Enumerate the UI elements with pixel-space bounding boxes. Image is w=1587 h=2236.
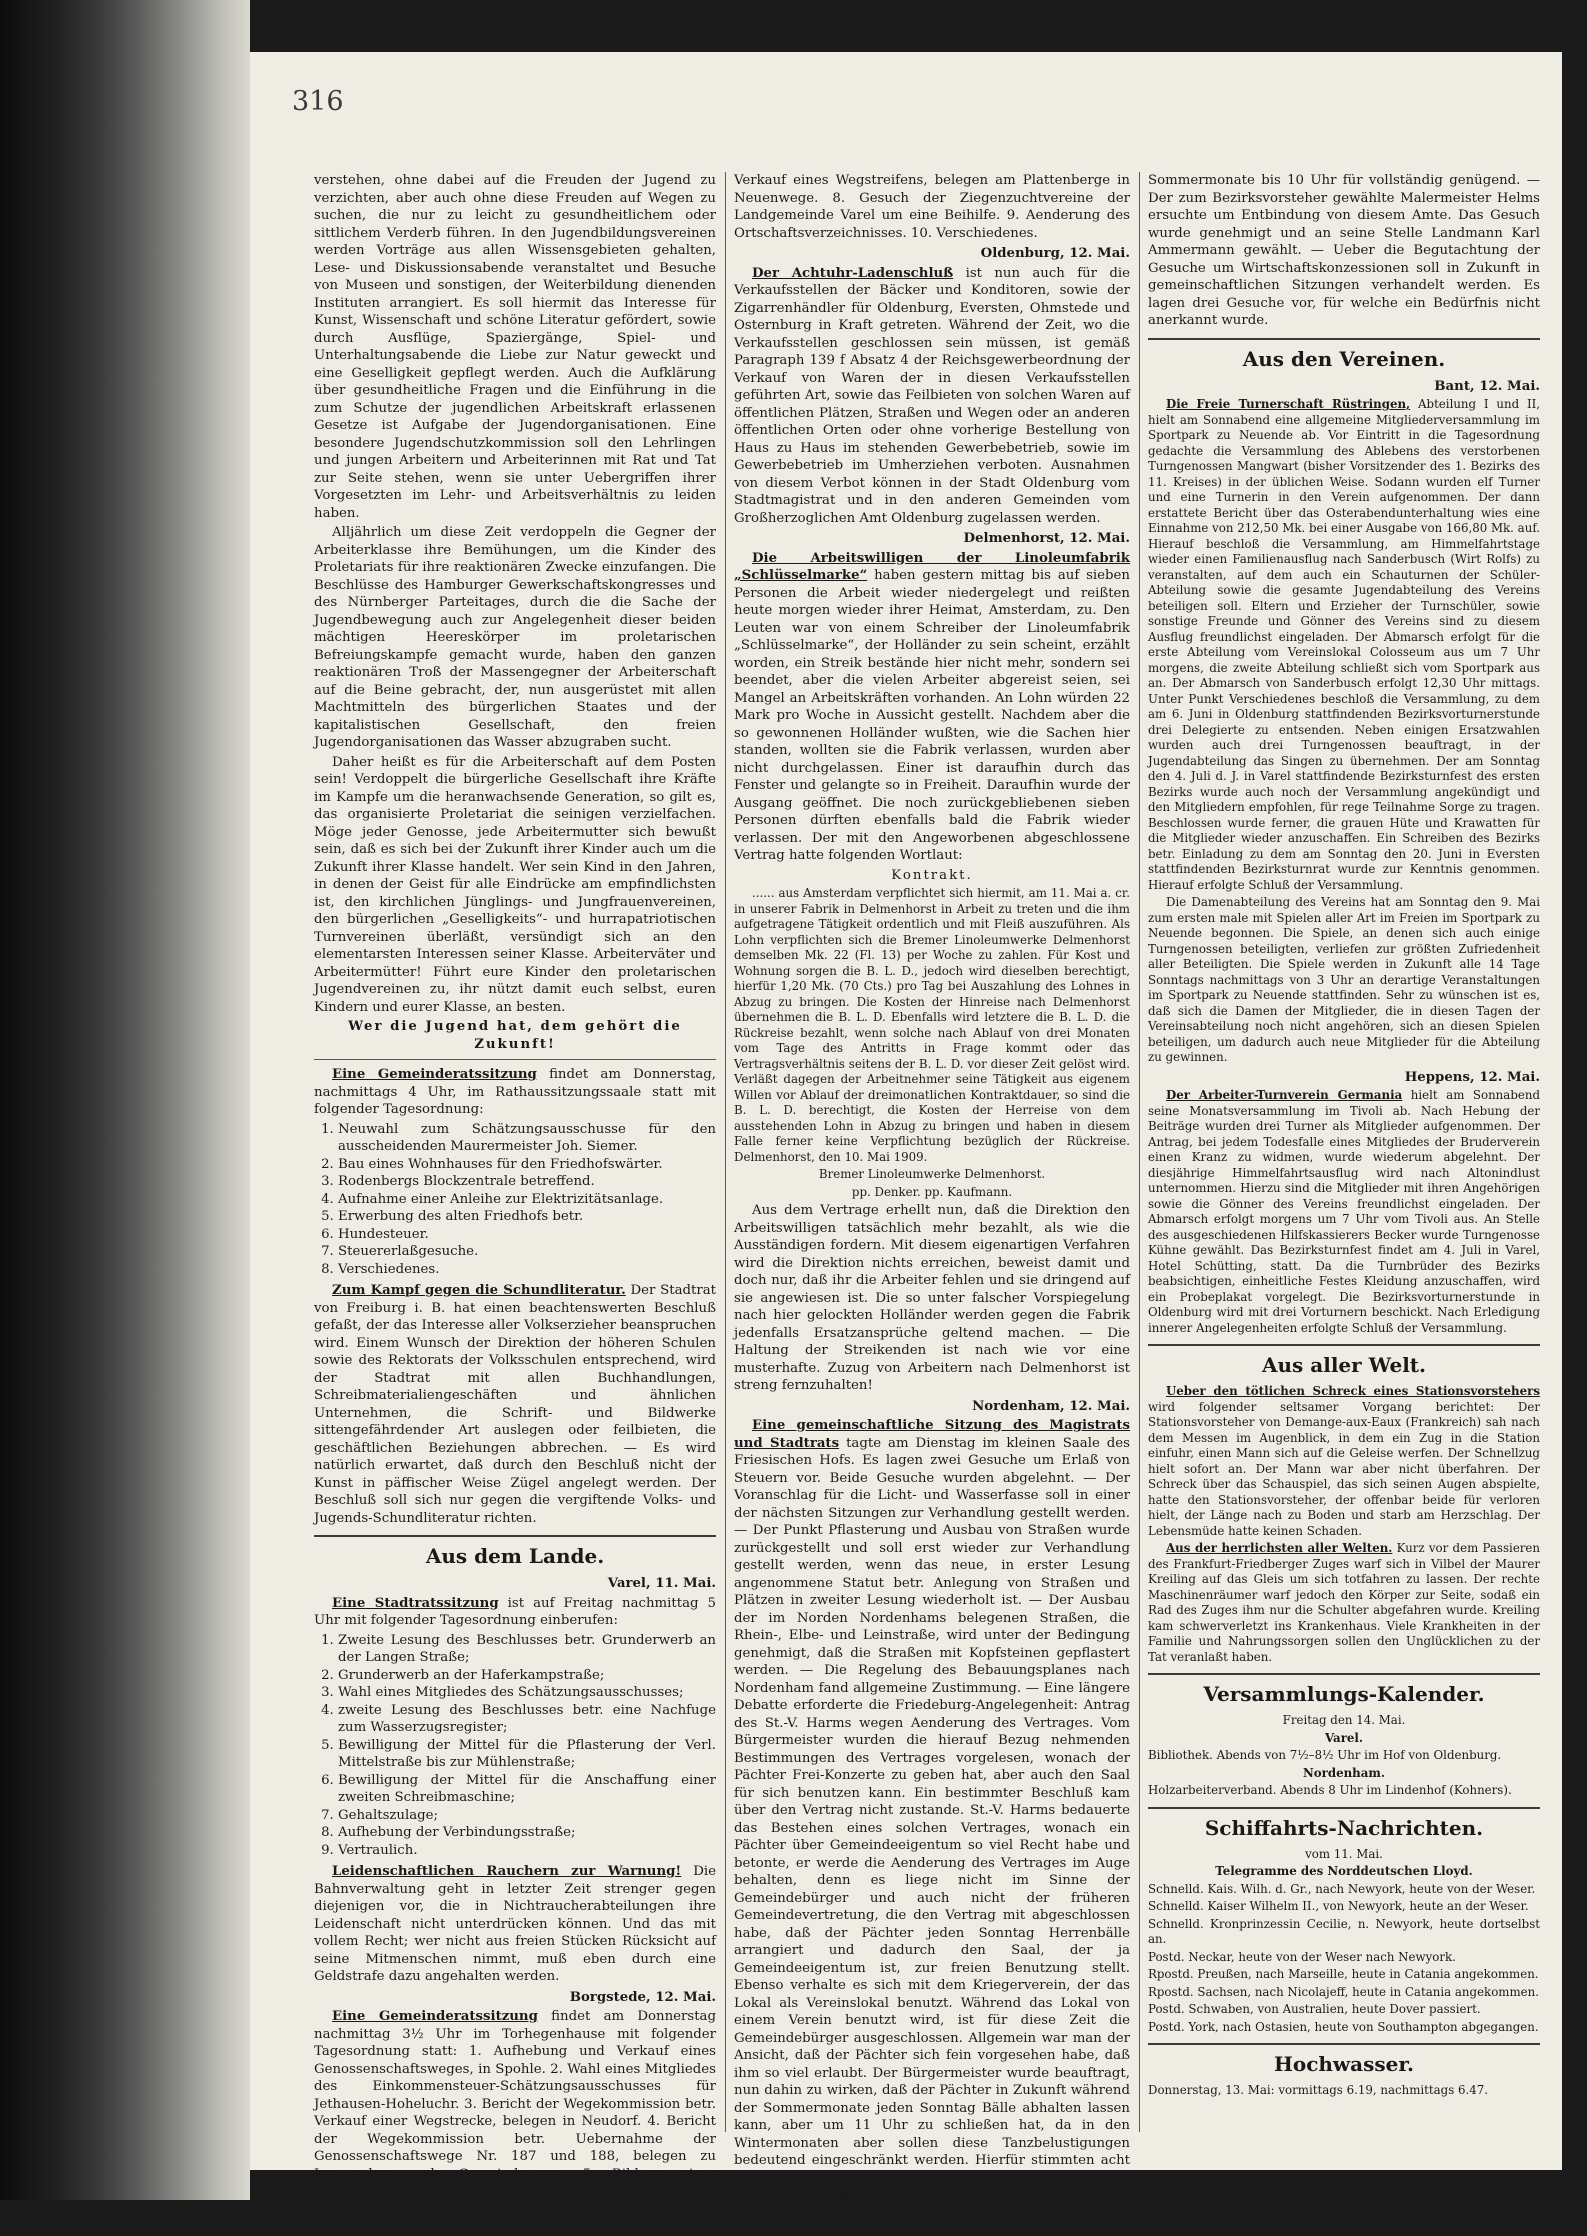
article-text: Kurz vor dem Passieren des Frankfurt-Friedberger Zuges warf sich in Vilbel der Maurer Kreiling auf das Gleis um sich totfahren zu lassen. Der rechte Maschinenräumer warf jedoch den Körper zur Seite, sodaß ein Rad des Zuges ihm nur die Schulter abgefahren wurde. Kreiling kam schwerverletzt ins Krankenhaus. Viele Krankheiten in der Familie und Nahrungssorgen sollen den Unglücklichen zu der Tat veranlaßt haben. — [1148, 1541, 1541, 1664]
list-item: 4. Aufnahme einer Anleihe zur Elektrizitätsanlage. — [338, 1191, 716, 1209]
list-item: 5. Bewilligung der Mittel für die Pflasterung der Verl. Mittelstraße bis zur Mühlenstraße; — [338, 1737, 716, 1772]
list-item: 6. Hundesteuer. — [338, 1226, 716, 1244]
contract-signature: Bremer Linoleumwerke Delmenhorst. — [818, 1167, 1046, 1181]
shipping-line: Postd. York, nach Ostasien, heute von Southampton abgegangen. — [1148, 2019, 1539, 2034]
article-paragraph: Verkauf eines Wegstreifens, belegen am Plattenberge in Neuenwege. 8. Gesuch der Ziegenzuchtvereine der Landgemeinde Varel um eine Beihilfe. 9. Aenderung des Ortschaftsverzeichnisses. 10. Verschiedenes. — [734, 173, 1130, 241]
article-headline: Der Arbeiter-Turnverein Germania — [1166, 1088, 1403, 1102]
article-headline: Eine Stadtratssitzung — [332, 1595, 499, 1611]
shipping-line: Postd. Schwaben, von Australien, heute Dover passiert. — [1148, 2002, 1481, 2016]
article-paragraph: Aus dem Vertrage erhellt nun, daß die Direktion den Arbeitswilligen tatsächlich mehr bezahlt, als wie die Ausständigen fordern. Mit diesem eigenartigen Verfahren wird die Direktion nichts erreichen, beweist damit und doch nur, daß ihr die Arbeiter fehlen und sie dringend auf sie angewiesen ist. Die so unter falscher Vorspiegelung nach hier gelockten Holländer werden gegen die Fabrik jedenfalls Ersatzansprüche geltend machen. — Die Haltung der Streikenden ist nach wie vor eine musterhafte. Zuzug von Arbeitern nach Delmenhorst ist streng fernzuhalten! — [734, 1203, 1130, 1393]
article-headline: Eine gemeinschaftliche Sitzung des Magistrats und Stadtrats — [734, 1418, 1130, 1451]
page-number: 316 — [292, 86, 344, 117]
list-item: 9. Vertraulich. — [338, 1842, 716, 1860]
tide-times: Donnerstag, 13. Mai: vormittags 6.19, nachmittags 6.47. — [1148, 2083, 1489, 2097]
book-binding-edge — [0, 0, 250, 2200]
article-headline: Zum Kampf gegen die Schundliteratur. — [332, 1283, 626, 1298]
agenda-list — [314, 1121, 716, 1279]
list-item: 5. Erwerbung des alten Friedhofs betr. — [338, 1208, 716, 1226]
article-text: Der Stadtrat von Freiburg i. B. hat einen beachtenswerten Beschluß gefaßt, der das Interesse aller Volkserzieher beanspruchen wird. Einem Wunsch der Direktion der höheren Schulen sowie des Rektorats der Volksschulen entsprechend, wird der Stadtrat mit allen Buchhandlungen, Schreibmaterialiengeschäften und ähnlichen Unternehmen, die Schrift- und Bildwerke sittengefährdender Art auslegen oder feilbieten, die geschäftlichen Beziehungen abbrechen. — Es wird natürlich erwartet, daß durch den Beschluß nicht der Kunst in päffischer Weise Zügel angelegt werden. Der Beschluß soll sich nur gegen die vergiftende Volks- und Jugends-Schundliteratur richten. — [314, 1283, 716, 1526]
list-item: 2. Grunderwerb an der Haferkampstraße; — [338, 1667, 716, 1685]
article-headline: Eine Gemeinderatssitzung — [332, 1067, 537, 1082]
calendar-entry: Bibliothek. Abends von 7½–8½ Uhr im Hof von Oldenburg. — [1148, 1748, 1502, 1762]
article-paragraph: verstehen, ohne dabei auf die Freuden der Jugend zu verzichten, aber auch ohne diese Freuden auf Wegen zu suchen, die nur zu leicht zu gesundheitlichem oder sittlichem Verderb führen. In den Jugendbildungsvereinen werden Vorträge aus allen Wissensgebieten gehalten, Lese- und Diskussionsabende veranstaltet und Besuche von Museen und sonstigen, der Weiterbildung dienenden Instituten arrangiert. Es soll hiermit das Interesse für Kunst, Wissenschaft und schöne Literatur gefördert, sowie durch Ausflüge, Spaziergänge, Spiel- und Unterhaltungsabende die Liebe zur Natur geweckt und eine Geselligkeit gepflegt werden. Auch die Aufklärung über gesundheitliche Fragen und die Einführung in die zum Schutze der jugendlichen Arbeitskraft erlassenen Gesetze ist Aufgabe der Jugendorganisationen. Eine besondere Jugendschutzkommission soll den Lehrlingen und jungen Arbeitern und Arbeiterinnen mit Rat und Tat zur Seite stehen, wenn sie unter Uebergriffen ihrer Vorgesetzten im Lehr- und Arbeitsverhältnis zu leiden haben. — [314, 173, 716, 521]
column-2 — [734, 172, 1131, 2221]
list-item: 3. Rodenbergs Blockzentrale betreffend. — [338, 1173, 716, 1191]
section-heading: Aus den Vereinen. — [1148, 338, 1540, 372]
shipping-line: Schnelld. Kais. Wilh. d. Gr., nach Newyork, heute von der Weser. — [1148, 1881, 1536, 1896]
article-headline: Die Arbeitswilligen der Linoleumfabrik „Schlüsselmarke“ — [734, 550, 1130, 583]
article-paragraph: Sommermonate bis 10 Uhr für vollständig genügend. — Der zum Bezirksvorsteher gewählte Malermeister Helms ersuchte um Entbindung von diesem Amte. Das Gesuch wurde genehmigt und an seine Stelle Landmann Karl Ammermann gewählt. — Ueber die Begutachtung der Gesuche um Wirtschaftskonzessionen soll in Zukunft in gemeinschaftlichen Sitzungen verhandelt werden. Es lagen drei Gesuche vor, für welche ein Bedürfnis nicht anerkannt wurde. — [1148, 173, 1540, 328]
dateline: Bant, 12. Mai. — [1434, 378, 1540, 394]
section-heading: Aus dem Lande. — [314, 1535, 716, 1569]
contract-title: Kontrakt. — [891, 867, 973, 883]
calendar-place: Nordenham. — [1302, 1765, 1385, 1780]
article-headline: Leidenschaftlichen Rauchern zur Warnung! — [332, 1864, 682, 1879]
article-headline: Aus der herrlichsten aller Welten. — [1166, 1541, 1393, 1555]
calendar-date: Freitag den 14. Mai. — [1282, 1713, 1406, 1727]
article-headline: Eine Gemeinderatssitzung — [332, 2009, 538, 2024]
divider — [314, 1059, 716, 1060]
article-slogan: Wer die Jugend hat, dem gehört die Zukunft! — [348, 1019, 682, 1052]
article-text: Abteilung I und II, hielt am Sonnabend eine allgemeine Mitgliederversammlung im Sportpark zu Neuende ab. Vor Eintritt in die Tagesordnung gedachte die Versammlung des Ablebens des verstorbenen Turngenossen Mangwart (bisher Vorsitzender des 1. Bezirks des 11. Kreises) in der üblichen Weise. Sodann wurden elf Turner und eine Turnerin in den Verein aufgenommen. Der dann erstattete Bericht über das Osterabendunterhaltung wies eine Einnahme von 212,50 Mk. bei einer Ausgabe von 166,80 Mk. auf. Hierauf beschloß die Versammlung, am Himmelfahrtstage wieder einen Familienausflug nach Sanderbusch (Wirt Rolfs) zu veranstalten, auf dem auch ein Schauturnen der Schüler-Abteilung sowie die gesamte Jugendabteilung des Vereins beteiligen soll. Eltern und Erzieher der Turnschüler, sowie sonstige Freunde und Gönner des Vereins sind zu diesem Ausflug freundlichst eingeladen. Der Abmarsch erfolgt für die erste Abteilung vom Vereinslokal Colosseum aus um 7 Uhr morgens, die zweite Abteilung schließt sich vom Sportpark aus an. Der Abmarsch von Sanderbusch erfolgt 12,30 Uhr mittags. Unter Punkt Verschiedenes beschloß die Versammlung, zu dem am 6. Juni in Oldenburg stattfindenden Bezirksvorturnerstunde drei Delegierte zu entsenden. Neben einigen Ersatzwahlen wurden auch drei Turngenossen beauftragt, in der Jugendabteilung das Singen zu übernehmen. Der am Sonntag den 4. Juli d. J. in Varel stattfindende Bezirksturnfest des ersten Bezirks wurde auch noch der Versammlung angekündigt und den Mitgliedern empfohlen, für rege Teilnahme Sorge zu tragen. Beschlossen wurde ferner, die grauen Hüte und Krawatten für die Mitglieder wieder anzuschaffen. Ein Schreiben des Bezirks betr. Einladung zu dem am Sonntag den 20. Juni in Eversten stattfindenden Bezirksturnrat wurde zur Kenntnis genommen. Hierauf erfolgte Schluß der Versammlung. — [1148, 397, 1541, 892]
calendar-entry: Holzarbeiterverband. Abends 8 Uhr im Lindenhof (Kohners). — [1148, 1783, 1512, 1797]
section-heading: Versammlungs-Kalender. — [1148, 1673, 1540, 1707]
article-paragraph: Daher heißt es für die Arbeiterschaft auf dem Posten sein! Verdoppelt die bürgerliche Gesellschaft ihre Kräfte im Kampfe um die heranwachsende Generation, so gilt es, das organisierte Proletariat die seinigen verzielfachen. Möge jeder Genosse, jede Arbeitermutter sich bewußt sein, daß es sich bei der Zukunft ihrer Kinder auch um die Zukunft ihrer Klasse handelt. Wer sein Kind in den Jahren, in denen der Geist für alle Eindrücke am empfindlichsten ist, den kirchlichen Jünglings- und Jungfrauenvereinen, den bürgerlichen „Geselligkeits“- und hurrapatriotischen Turnvereinen überläßt, versündigt sich an den elementarsten Interessen seiner Klasse. Arbeiterväter und Arbeitermütter! Führt eure Kinder den proletarischen Jugendvereinen zu, ihr nützt damit euch selbst, euren Kindern und eurer Klasse, an besten. — [314, 754, 716, 1015]
shipping-date: vom 11. Mai. — [1305, 1846, 1383, 1861]
section-heading: Schiffahrts-Nachrichten. — [1148, 1807, 1540, 1841]
dateline: Nordenham, 12. Mai. — [972, 1398, 1130, 1414]
column-1 — [314, 172, 716, 2234]
contract-text: ...... aus Amsterdam verpflichtet sich hiermit, am 11. Mai a. cr. in unserer Fabrik in Delmenhorst in Arbeit zu treten und die ihm aufgetragene Tätigkeit ordentlich und mit Fleiß auszuführen. Als Lohn verpflichten sich die Bremer Linoleumwerke Delmenhorst demselben Mk. 22 (Fl. 13) per Woche zu zahlen. Für Kost und Wohnung sorgen die B. L. D., jedoch wird dieselben berechtigt, hierfür 1,20 Mk. (70 Cts.) pro Tag bei Auszahlung des Lohnes in Abzug zu bringen. Die Kosten der Hinreise nach Delmenhorst übernehmen die B. L. D. Ebenfalls wird letztere die B. L. D. die Rückreise bezahlt, wenn solche nach Ablauf von drei Monaten vom Tage des Antritts in Frage kommt oder das Vertragsverhältnis seitens der B. L. D. vor dieser Zeit gelöst wird. Verläßt dagegen der Arbeitnehmer seine Tätigkeit aus eigenem Willen vor Ablauf der dreimonatlichen Kontraktdauer, so sind die B. L. D. berechtigt, die Kosten der Herreise von dem ausstehenden Lohn in Abzug zu bringen und haben in diesem Falle ferner keine Verpflichtung bezüglich der Rückreise. Delmenhorst, den 10. Mai 1909. — [734, 886, 1130, 1164]
newspaper-page — [250, 52, 1562, 2234]
list-item: 1. Neuwahl zum Schätzungsausschusse für den ausscheidenden Maurermeister Joh. Siemer. — [338, 1121, 716, 1156]
calendar-place: Varel. — [1324, 1730, 1364, 1745]
list-item: 8. Aufhebung der Verbindungsstraße; — [338, 1824, 716, 1842]
article-text: findet am Donnerstag, nachmittags 4 Uhr, im Rathaussitzungssaale statt mit folgender Tagesordnung: — [314, 1067, 716, 1117]
list-item: 7. Gehaltszulage; — [338, 1807, 716, 1825]
shipping-line: Postd. Neckar, heute von der Weser nach Newyork. — [1148, 1949, 1456, 1964]
article-headline: Ueber den tötlichen Schreck eines Stationsvorstehers — [1166, 1384, 1540, 1398]
column-rule — [725, 172, 726, 2132]
article-text: Die Bahnverwaltung geht in letzter Zeit strenger gegen diejenigen vor, die in Nichtraucherabteilungen ihre Leidenschaft nicht unterdrücken können. Und das mit vollem Recht; wer nicht aus freien Stücken Rücksicht auf seine Mitmenschen nimmt, muß eben durch eine Geldstrafe dazu angehalten werden. — [314, 1864, 716, 1984]
article-text: findet am Donnerstag nachmittag 3½ Uhr im Torhegenhause mit folgender Tagesordnung statt: 1. Aufhebung und Verkauf eines Genossenschaftsweges, in Spohle. 2. Wahl eines Mitgliedes des Einkommensteuer-Schätzungsausschusses für Jethausen-Hoheluchr. 3. Bericht der Wegekommission betr. Verkauf einer Wegstrecke, belegen in Neudorf. 4. Bericht der Wegekommission betr. Uebernahme der Genossenschaftswege Nr. 187 und 188, belegen zu Langendamm als Gemeindewege. 5. Bildung einer Bauerschaft Langendamm. 6. Bericht der Wegekommission betr. Verkauf eines Wegeredeplackens, belegen in Schwarzenberg. 7. Bericht der Wegekommission betr. — [314, 2009, 716, 2234]
article-paragraph: Alljährlich um diese Zeit verdoppeln die Gegner der Arbeiterklasse ihre Bemühungen, um die Kinder des Proletariats für ihre reaktionären Zwecke einzufangen. Die Beschlüsse des Hamburger Gewerkschaftskongresses und des Nürnberger Parteitages, durch die die Sache der Jugendbewegung auch zur Angelegenheit dieser beiden mächtigen Heereskörper im proletarischen Befreiungskampfe gemacht wurde, haben den ganzen reaktionären Troß der Massengegner der Arbeiterschaft auf die Beine gebracht, der, nun ausgerüstet mit allen Machtmitteln des bürgerlichen Staates und der kapitalistischen Gesellschaft, den freien Jugendorganisationen das Wasser abzugraben sucht. — [314, 525, 716, 750]
list-item: 8. Verschiedenes. — [338, 1261, 716, 1279]
section-heading: Aus aller Welt. — [1148, 1344, 1540, 1378]
dateline: Varel, 11. Mai. — [607, 1576, 716, 1591]
column-rule — [1139, 172, 1140, 2132]
article-text: haben gestern mittag bis auf sieben Personen die Arbeit wieder niedergelegt und reißten heute morgen wieder ihrer Heimat, Amsterdam, zu. Den Leuten war von einem Schreiber der Linoleumfabrik „Schlüsselmarke“, der Holländer zu sein scheint, erzählt worden, ein Streik bestände hier nicht mehr, sondern sei beendet, aber die vielen Arbeiter abgereist seien, sei Mangel an Arbeitskräften vorhanden. An Lohn würden 22 Mark pro Woche in Aussicht gestellt. Nachdem aber die so gewonnenen Holländer wußten, wie die Sachen hier standen, wollten sie die Fabrik verlassen, wurden aber nicht durchgelassen. Einer ist daraufhin durch das Fenster und gelangte so in Freiheit. Daraufhin wurde der Ausgang geöffnet. Die noch zurückgebliebenen sieben Personen dürften ebenfalls bald die Fabrik wieder verlassen. Der mit den Angeworbenen abgeschlossene Vertrag hatte folgenden Wortlaut: — [734, 568, 1130, 863]
article-text: ist auf Freitag nachmittag 5 Uhr mit folgender Tagesordnung einberufen: — [314, 1595, 716, 1628]
article-text: hielt am Sonnabend seine Monatsversammlung im Tivoli ab. Nach Hebung der Beiträge wurden drei Turner als Mitglieder aufgenommen. Der Antrag, bei jedem Todesfalle eines Mitgliedes der Bruderverein einen Kranz zu widmen, wurde wiederum abgelehnt. Der diesjährige Himmelfahrtsausflug wird nach Altonindlust unternommen. Hierzu sind die Mitglieder mit ihren Angehörigen sowie die Gönner des Vereins freundlichst eingeladen. Der Abmarsch erfolgt morgens um 7 Uhr vom Tivoli aus. An Stelle des ausgeschiedenen Hilfskassierers Becker wurde Turngenosse Kühne gewählt. Das Bezirksturnfest findet am 4. Juli in Varel, Hotel Schütting, statt. Da die Turnbrüder des Bezirks beabsichtigen, einheitliche Festes Kleidung anzuschaffen, wird ein Probeplakat vorgelegt. Die Bezirksvorturnerstunde in Oldenburg wird mit drei Vorturnern beschickt. Nach Erledigung innerer Angelegenheiten erfolgte Schluß der Versammlung. — [1148, 1088, 1540, 1335]
dateline: Oldenburg, 12. Mai. — [980, 246, 1130, 261]
shipping-subheading: Telegramme des Norddeutschen Lloyd. — [1215, 1864, 1473, 1878]
article-text: wird folgender seltsamer Vorgang berichtet: Der Stationsvorsteher von Demange-aux-Eaux (Frankreich) sah nach dem Messen im Augenblick, in dem ein Zug in die Station einfuhr, einen Mann sich auf die Geleise werfen. Der Schnellzug hielt sofort an. Der Mann war aber nicht überfahren. Der Schreck über das Schauspiel, das sich seinen Augen abspielte, hatte den Stationsvorsteher, der offenbar beide für verloren hielt, der Länge nach zu Boden und starb am Herzschlag. Der Lebensmüde hatte keinen Schaden. — [1148, 1399, 1540, 1538]
shipping-line: Rpostd. Sachsen, nach Nicolajeff, heute in Catania angekommen. — [1148, 1984, 1540, 1999]
list-item: 6. Bewilligung der Mittel für die Anschaffung einer zweiten Schreibmaschine; — [338, 1772, 716, 1807]
dateline: Borgstede, 12. Mai. — [569, 1989, 716, 2005]
section-heading: Hochwasser. — [1148, 2043, 1540, 2077]
article-text: ist nun auch für die Verkaufsstellen der Bäcker und Konditoren, sowie der Zigarrenhändler für Oldenburg, Eversten, Ohmstede und Osternburg in Kraft getreten. Während der Zeit, wo die Verkaufsstellen geschlossen sein müssen, ist gemäß Paragraph 139 f Absatz 4 der Reichsgewerbeordnung der Verkauf von Waren der in diesen Verkaufsstellen geführten Art, sowie das Feilbieten von solchen Waren auf öffentlichen Plätzen, Straßen und Wegen oder an anderen öffentlichen Orten oder ohne vorherige Bestellung von Haus zu Haus im stehenden Gewerbebetrieb, sowie im Gewerbebetrieb im Umherziehen verboten. Ausnahmen von diesem Verbot können in der Stadt Oldenburg vom Stadtmagistrat und in den anderen Gemeinden vom Großherzoglichen Amt Oldenburg zugelassen werden. — [734, 265, 1131, 526]
article-headline: Der Achtuhr-Ladenschluß — [752, 265, 954, 281]
column-3 — [1148, 172, 1540, 2152]
agenda-list — [314, 1632, 716, 1860]
list-item: 1. Zweite Lesung des Beschlusses betr. Grunderwerb an der Langen Straße; — [338, 1632, 716, 1667]
shipping-line: Rpostd. Preußen, nach Marseille, heute in Catania angekommen. — [1148, 1967, 1539, 1981]
list-item: 7. Steuererlaßgesuche. — [338, 1243, 716, 1261]
shipping-line: Schnelld. Kronprinzessin Cecilie, n. Newyork, heute dortselbst an. — [1148, 1916, 1540, 1946]
list-item: 2. Bau eines Wohnhauses für den Friedhofswärter. — [338, 1156, 716, 1174]
article-paragraph: Die Damenabteilung des Vereins hat am Sonntag den 9. Mai zum ersten male mit Spielen aller Art im Freien im Sportpark zu Neuende begonnen. Die Spiele, an denen sich auch einige Turngenossen beteiligten, verliefen zur größten Zufriedenheit aller Beteiligten. Die Spiele werden in Zukunft alle 14 Tage Sonntags nachmittags von 3 Uhr an derartige Veranstaltungen im Sportpark zu Neuende stattfinden. Sehr zu wünschen ist es, daß sich die Damen der Mitglieder, die in diesen Tagen der Vereinsabteilung noch nicht angehören, sich an diesen Spielen beteiligen, um dadurch auch neue Mitglieder für die Abteilung zu gewinnen. — [1148, 895, 1540, 1064]
list-item: 4. zweite Lesung des Beschlusses betr. eine Nachfuge zum Wasserzugsregister; — [338, 1702, 716, 1737]
dateline: Heppens, 12. Mai. — [1404, 1069, 1540, 1085]
article-text: tagte am Dienstag im kleinen Saale des Friesischen Hofs. Es lagen zwei Gesuche um Erlaß von Steuern vor. Beide Gesuche wurden abgelehnt. — Der Voranschlag für die Licht- und Wasserfasse soll in einer der nächsten Sitzungen zur Verhandlung gestellt werden. — Der Punkt Pflasterung und Ausbau von Straßen wurde zurückgestellt und soll erst wieder zur Verhandlung gestellt werden, wenn das neue, in erster Lesung angenommene Statut betr. Anlegung von Straßen und Plätzen in zweiter Lesung wiederholt ist. — Der Ausbau der im Norden Nordenhams belegenen Straßen, die Rhein-, Elbe- und Leinstraße, wird unter der Bedingung genehmigt, daß die Straßen mit Kopfsteinen gepflastert werden. — Die Regelung des Bebauungsplanes nach Nordenham fand allgemeine Zustimmung. — Eine längere Debatte erforderte die Friedeburg-Angelegenheit: Antrag des St.-V. Harms wegen Aenderung des Vertrages. Vom Bürgermeister wurden die hierauf Bezug nehmenden Bestimmungen des Vertrages vorgelesen, wonach der Pächter Frei-Konzerte zu geben hat, aber auch den Saal für sich benutzen kann. Ein bestimmter Beschluß kam über den Vertrag nicht zustande. St.-V. Harms bedauerte das Bestehen eines solchen Vertrages, wonach ein Pächter über Gemeindeeigentum so viel Recht habe und betonte, er werde die Aenderung des Vertrages im Auge behalten, denn es liege nicht im Sinne der Gemeindebürger und auch nicht der früheren Gemeindevertretung, die den Vertrag mit abgeschlossen habe, daß der Pächter jeden Sonntag Herrenbälle arrangiert und dadurch den Saal, der ja Gemeindeeigentum ist, zur freien Benutzung stellt. Ebenso verhalte es sich mit dem Kriegerverein, der das Lokal als Vereinslokal benutzt. Während das Lokal von einem Verein benutzt wird, ist für diese Zeit die Gemeindebürger ausgeschlossen. Allgemein war man der Ansicht, daß der Pächter sich fein vorgesehen habe, daß ihm so viel erlaubt. Der Bürgermeister wurde beauftragt, nun dahin zu wirken, daß der Pächter in Zukunft während der Sommermonate jeden Sonntag Bälle abhalten lassen kann, aber um 11 Uhr zu schließen hat, da in den Wintermonaten aber sollen diese Tanzbelustigungen bedeutend eingeschränkt werden. Hierfür stimmten acht Stadtratsmitglieder, die Minderheit von fünf Stadtratsmitgliedern hielten die Dauer der Tanzbelustigungen für die — [734, 1435, 1130, 2221]
contract-signature: pp. Denker. pp. Kaufmann. — [851, 1184, 1013, 1199]
list-item: 3. Wahl eines Mitgliedes des Schätzungsausschusses; — [338, 1684, 716, 1702]
shipping-line: Schnelld. Kaiser Wilhelm II., von Newyork, heute an der Weser. — [1148, 1899, 1529, 1913]
article-headline: Die Freie Turnerschaft Rüstringen, — [1166, 397, 1411, 411]
dateline: Delmenhorst, 12. Mai. — [963, 531, 1130, 546]
